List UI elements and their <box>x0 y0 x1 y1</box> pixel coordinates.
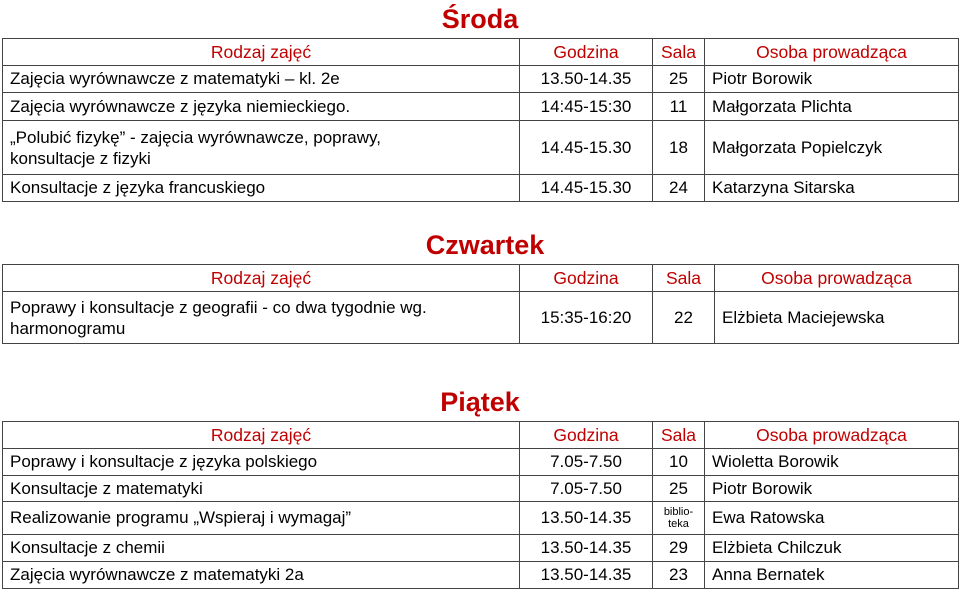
activity-cell: Konsultacje z języka francuskiego <box>3 175 520 202</box>
time-cell: 15:35-16:20 <box>520 292 653 344</box>
time-cell: 13.50-14.35 <box>520 562 653 589</box>
activity-cell: Konsultacje z chemii <box>3 535 520 562</box>
room-cell: 29 <box>653 535 705 562</box>
header-time: Godzina <box>520 422 653 449</box>
time-cell: 13.50-14.35 <box>520 535 653 562</box>
day-title-czwartek: Czwartek <box>425 230 545 260</box>
activity-cell: Zajęcia wyrównawcze z matematyki – kl. 2e <box>3 66 520 93</box>
room-cell: 25 <box>653 66 705 93</box>
time-cell: 14.45-15.30 <box>520 121 653 175</box>
header-activity: Rodzaj zajęć <box>3 265 520 292</box>
table-row <box>3 562 959 589</box>
teacher-cell: Elżbieta Maciejewska <box>715 292 959 344</box>
room-cell: 11 <box>653 93 705 121</box>
table-row <box>3 66 959 93</box>
header-room: Sala <box>653 422 705 449</box>
table-header-row <box>3 39 959 66</box>
activity-cell: Konsultacje z matematyki <box>3 476 520 502</box>
schedule-table-czwartek <box>2 264 959 344</box>
time-cell: 14.45-15.30 <box>520 175 653 202</box>
header-time: Godzina <box>520 39 653 66</box>
room-cell: 25 <box>653 476 705 502</box>
table-row <box>3 476 959 502</box>
header-teacher: Osoba prowadząca <box>715 265 959 292</box>
room-cell: 22 <box>653 292 715 344</box>
time-cell: 13.50-14.35 <box>520 66 653 93</box>
day-title-sroda: Środa <box>441 4 519 34</box>
table-row <box>3 502 959 535</box>
teacher-cell: Piotr Borowik <box>705 66 959 93</box>
schedule-table-sroda <box>2 38 959 202</box>
activity-cell: Realizowanie programu „Wspieraj i wymagaj” <box>3 502 520 535</box>
room-cell: 10 <box>653 449 705 476</box>
teacher-cell: Małgorzata Popielczyk <box>705 121 959 175</box>
header-time: Godzina <box>520 265 653 292</box>
activity-cell: „Polubić fizykę” - zajęcia wyrównawcze, poprawy, konsultacje z fizyki <box>3 121 520 175</box>
room-cell: 18 <box>653 121 705 175</box>
header-activity: Rodzaj zajęć <box>3 39 520 66</box>
activity-cell: Zajęcia wyrównawcze z matematyki 2a <box>3 562 520 589</box>
teacher-cell: Ewa Ratowska <box>705 502 959 535</box>
time-cell: 7.05-7.50 <box>520 449 653 476</box>
table-row <box>3 292 959 344</box>
day-title-piatek: Piątek <box>440 387 520 417</box>
schedule-table-piatek <box>2 421 959 589</box>
teacher-cell: Anna Bernatek <box>705 562 959 589</box>
teacher-cell: Małgorzata Plichta <box>705 93 959 121</box>
header-teacher: Osoba prowadząca <box>705 422 959 449</box>
table-row <box>3 121 959 175</box>
activity-cell: Zajęcia wyrównawcze z języka niemieckiego. <box>3 93 520 121</box>
table-row <box>3 449 959 476</box>
teacher-cell: Elżbieta Chilczuk <box>705 535 959 562</box>
activity-cell: Poprawy i konsultacje z geografii - co dwa tygodnie wg. harmonogramu <box>3 292 520 344</box>
teacher-cell: Piotr Borowik <box>705 476 959 502</box>
header-teacher: Osoba prowadząca <box>705 39 959 66</box>
activity-cell: Poprawy i konsultacje z języka polskiego <box>3 449 520 476</box>
room-cell: 23 <box>653 562 705 589</box>
table-row <box>3 93 959 121</box>
time-cell: 7.05-7.50 <box>520 476 653 502</box>
table-row <box>3 535 959 562</box>
teacher-cell: Katarzyna Sitarska <box>705 175 959 202</box>
table-row <box>3 175 959 202</box>
table-header-row <box>3 265 959 292</box>
room-cell: biblio-teka <box>653 502 705 535</box>
room-cell: 24 <box>653 175 705 202</box>
table-header-row <box>3 422 959 449</box>
header-room: Sala <box>653 265 715 292</box>
time-cell: 14:45-15:30 <box>520 93 653 121</box>
header-activity: Rodzaj zajęć <box>3 422 520 449</box>
header-room: Sala <box>653 39 705 66</box>
teacher-cell: Wioletta Borowik <box>705 449 959 476</box>
time-cell: 13.50-14.35 <box>520 502 653 535</box>
